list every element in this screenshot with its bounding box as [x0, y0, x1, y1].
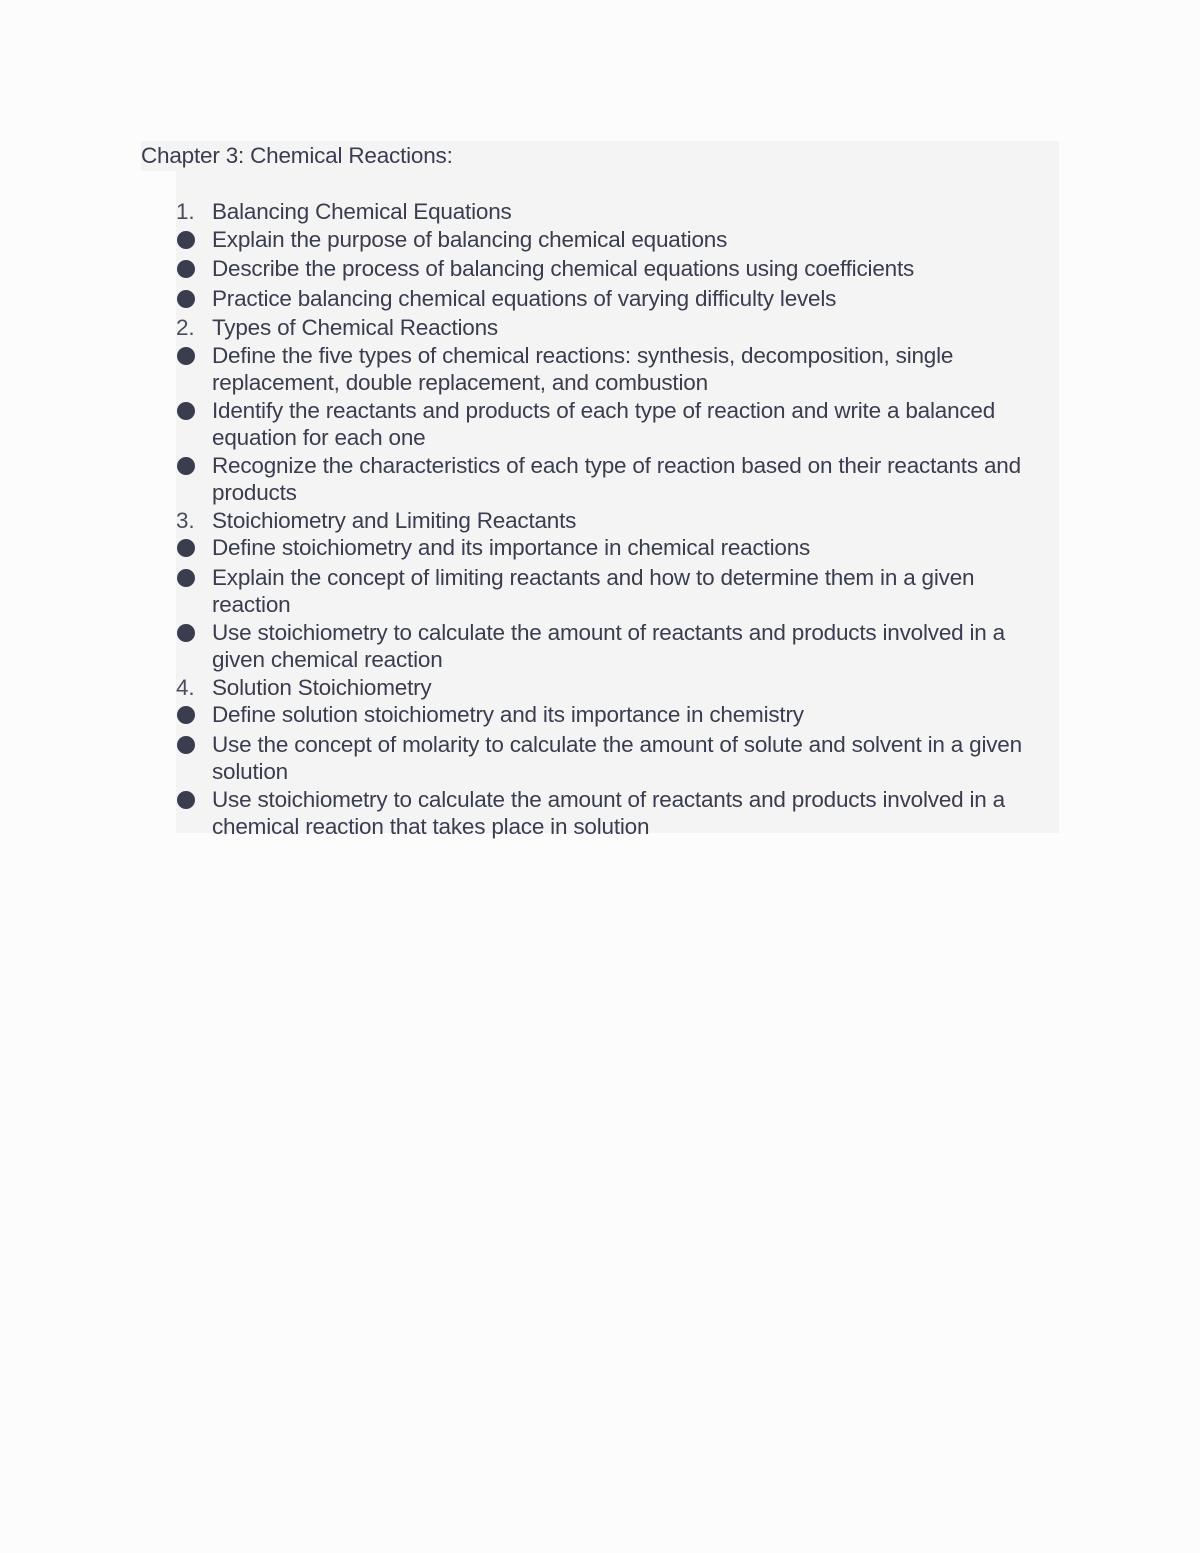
bullet-dot-icon [177, 457, 195, 475]
bullet-marker [176, 619, 212, 649]
bullet-marker [176, 534, 212, 564]
bullet-text: Define stoichiometry and its importance in chemical reactions [212, 535, 811, 560]
bullet-dot-icon [177, 624, 195, 642]
bullet-text: Define the five types of chemical reactions: synthesis, decomposition, single replacement, double replacement, and combustion [212, 342, 954, 395]
bullet-dot-icon [177, 539, 195, 557]
bullet-item [176, 255, 1056, 285]
bullet-dot-icon [177, 260, 195, 278]
section-number: 2. [176, 315, 195, 340]
bullet-text: Use stoichiometry to calculate the amount of reactants and products involved in a chemical reaction that takes place in solution [212, 786, 1005, 839]
bullet-marker [176, 731, 212, 761]
bullet-item [176, 452, 1056, 507]
bullet-marker [176, 452, 212, 482]
bullet-item [176, 731, 1056, 786]
bullet-item [176, 534, 1056, 564]
bullet-item [176, 397, 1056, 452]
outline-list [176, 198, 1056, 841]
bullet-item [176, 226, 1056, 256]
bullet-dot-icon [177, 231, 195, 249]
bullet-item [176, 701, 1056, 731]
bullet-marker [176, 397, 212, 427]
section-heading: Balancing Chemical Equations [212, 199, 512, 224]
chapter-title: Chapter 3: Chemical Reactions: [141, 143, 453, 168]
section-number: 4. [176, 674, 195, 700]
section-heading: Solution Stoichiometry [212, 674, 432, 700]
bullet-text: Use stoichiometry to calculate the amount of reactants and products involved in a given chemical reaction [212, 619, 1005, 672]
bullet-item [176, 786, 1056, 841]
bullet-text: Recognize the characteristics of each type of reaction based on their reactants and products [212, 452, 1021, 505]
bullet-marker [176, 701, 212, 731]
bullet-marker [176, 564, 212, 594]
section-heading-row [176, 198, 1056, 226]
bullet-text: Explain the concept of limiting reactants and how to determine them in a given reaction [212, 564, 975, 617]
bullet-dot-icon [177, 706, 195, 724]
section-heading: Stoichiometry and Limiting Reactants [212, 507, 577, 533]
section-number: 1. [176, 199, 195, 224]
section-heading-row [176, 314, 1056, 342]
bullet-item [176, 619, 1056, 674]
bullet-text: Define solution stoichiometry and its importance in chemistry [212, 702, 804, 727]
section-heading: Types of Chemical Reactions [212, 315, 498, 340]
bullet-dot-icon [177, 347, 195, 365]
bullet-marker [176, 786, 212, 816]
bullet-dot-icon [177, 402, 195, 420]
section-heading-row [176, 507, 1056, 535]
bullet-text: Explain the purpose of balancing chemical equations [212, 226, 728, 252]
bullet-dot-icon [177, 736, 195, 754]
bullet-dot-icon [177, 569, 195, 587]
section-number: 3. [176, 507, 195, 533]
bullet-text: Practice balancing chemical equations of varying difficulty levels [212, 285, 837, 311]
content-block [141, 141, 1059, 839]
bullet-marker [176, 255, 212, 285]
bullet-dot-icon [177, 290, 195, 308]
bullet-marker [176, 226, 212, 256]
bullet-text: Use the concept of molarity to calculate the amount of solute and solvent in a given solution [212, 731, 1022, 784]
bullet-item [176, 285, 1056, 315]
bullet-text: Identify the reactants and products of each type of reaction and write a balanced equation for each one [212, 397, 996, 450]
bullet-dot-icon [177, 791, 195, 809]
section-heading-row [176, 674, 1056, 702]
bullet-marker [176, 342, 212, 372]
bullet-item [176, 342, 1056, 397]
bullet-marker [176, 285, 212, 315]
shade-notch [141, 171, 176, 833]
bullet-item [176, 564, 1056, 619]
bullet-text: Describe the process of balancing chemical equations using coefficients [212, 256, 915, 281]
